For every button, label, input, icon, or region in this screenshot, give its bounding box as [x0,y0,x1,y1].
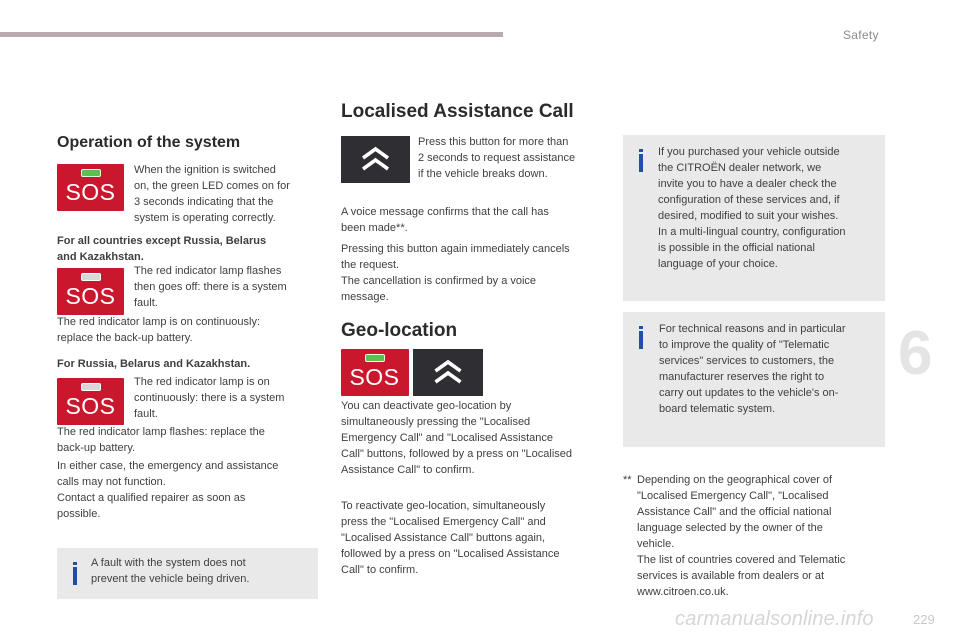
info-box-dealer-text: If you purchased your vehicle outside the CITROËN dealer network, we invite you to have a dealer check the configuration of these services and, if desired, modified to suit your wishes. In a multi-lingual country, configuration is possible in the official national language of your choice. [658,146,846,270]
watermark: carmanualsonline.info [675,608,874,630]
header-rule [0,32,503,37]
red-led-icon [81,273,101,281]
assistance-button-text: Press this button for more than 2 seconds to request assistance if the vehicle breaks down. [418,136,576,180]
section-title: Safety [843,28,879,42]
sos-label: SOS [65,393,116,419]
citroen-chevron-icon [341,136,410,183]
red-led-icon [81,383,101,391]
footnote-marker: ** [623,474,632,486]
citroen-chevron-icon [413,349,483,396]
info-box-text: A fault with the system does not prevent the vehicle being driven. [91,557,250,585]
sos-label: SOS [349,364,400,390]
green-led-icon [81,169,101,177]
page-number: 229 [913,612,935,627]
geo-p2: To reactivate geo-location, simultaneously press the "Localised Emergency Call" and "Localised Assistance Call" buttons again, followed by a press on "Localised Assistance Call" to confirm. [341,500,560,576]
sos-button-red-led-image [57,378,124,425]
citroen-assistance-button-image [341,136,410,183]
footnote-text: Depending on the geographical cover of "Localised Emergency Call", "Localised Assistance Call" and the official national language selected by the owner of the vehicle. The list of countries covered and Telematic services is available from dealers or at www.citroen.co.uk. [637,474,846,598]
localised-p2: Pressing this button again immediately cancels the request. The cancellation is confirmed by a voice message. [341,243,570,303]
localised-assistance-heading: Localised Assistance Call [341,101,574,122]
green-led-icon [365,354,385,362]
sub2-side-text: The red indicator lamp is on continuously: there is a system fault. [134,376,285,420]
info-box-fault [57,548,318,599]
operation-heading: Operation of the system [57,134,241,151]
sub1-after-text: The red indicator lamp is on continuously: replace the back-up battery. [57,316,260,344]
info-icon [639,331,643,349]
sub2-after-text: The red indicator lamp flashes: replace the back-up battery. [57,426,265,454]
chapter-number: 6 [898,319,933,388]
sos-button-image [341,349,409,396]
operation-intro: When the ignition is switched on, the green LED comes on for 3 seconds indicating that the system is operating correctly. [134,164,290,224]
sos-button-green-led-image [57,164,124,211]
sub2-heading: For Russia, Belarus and Kazakhstan. [57,358,251,370]
closing-text: In either case, the emergency and assistance calls may not function. Contact a qualified repairer as soon as possible. [57,460,279,520]
info-box-technical [623,312,885,447]
localised-p1: A voice message confirms that the call has been made**. [341,206,549,234]
sub1-heading: For all countries except Russia, Belarus and Kazakhstan. [57,235,267,263]
info-box-technical-text: For technical reasons and in particular to improve the quality of "Telematic services" services to customers, the manufacturer reserves the right to carry out updates to the vehicle's on- board telematic system. [659,323,846,415]
info-icon [639,154,643,172]
sub1-side-text: The red indicator lamp flashes then goes off: there is a system fault. [134,265,287,309]
sos-label: SOS [65,283,116,309]
sos-button-red-led-image [57,268,124,315]
info-box-dealer [623,135,885,301]
geo-location-heading: Geo-location [341,320,458,341]
sos-label: SOS [65,179,116,205]
info-icon [73,567,77,585]
geo-p1: You can deactivate geo-location by simultaneously pressing the "Localised Emergency Call" and "Localised Assistance Call" buttons, followed by a press on "Localised Assistance Call" to confirm. [341,400,572,476]
citroen-assistance-button-image [413,349,483,396]
